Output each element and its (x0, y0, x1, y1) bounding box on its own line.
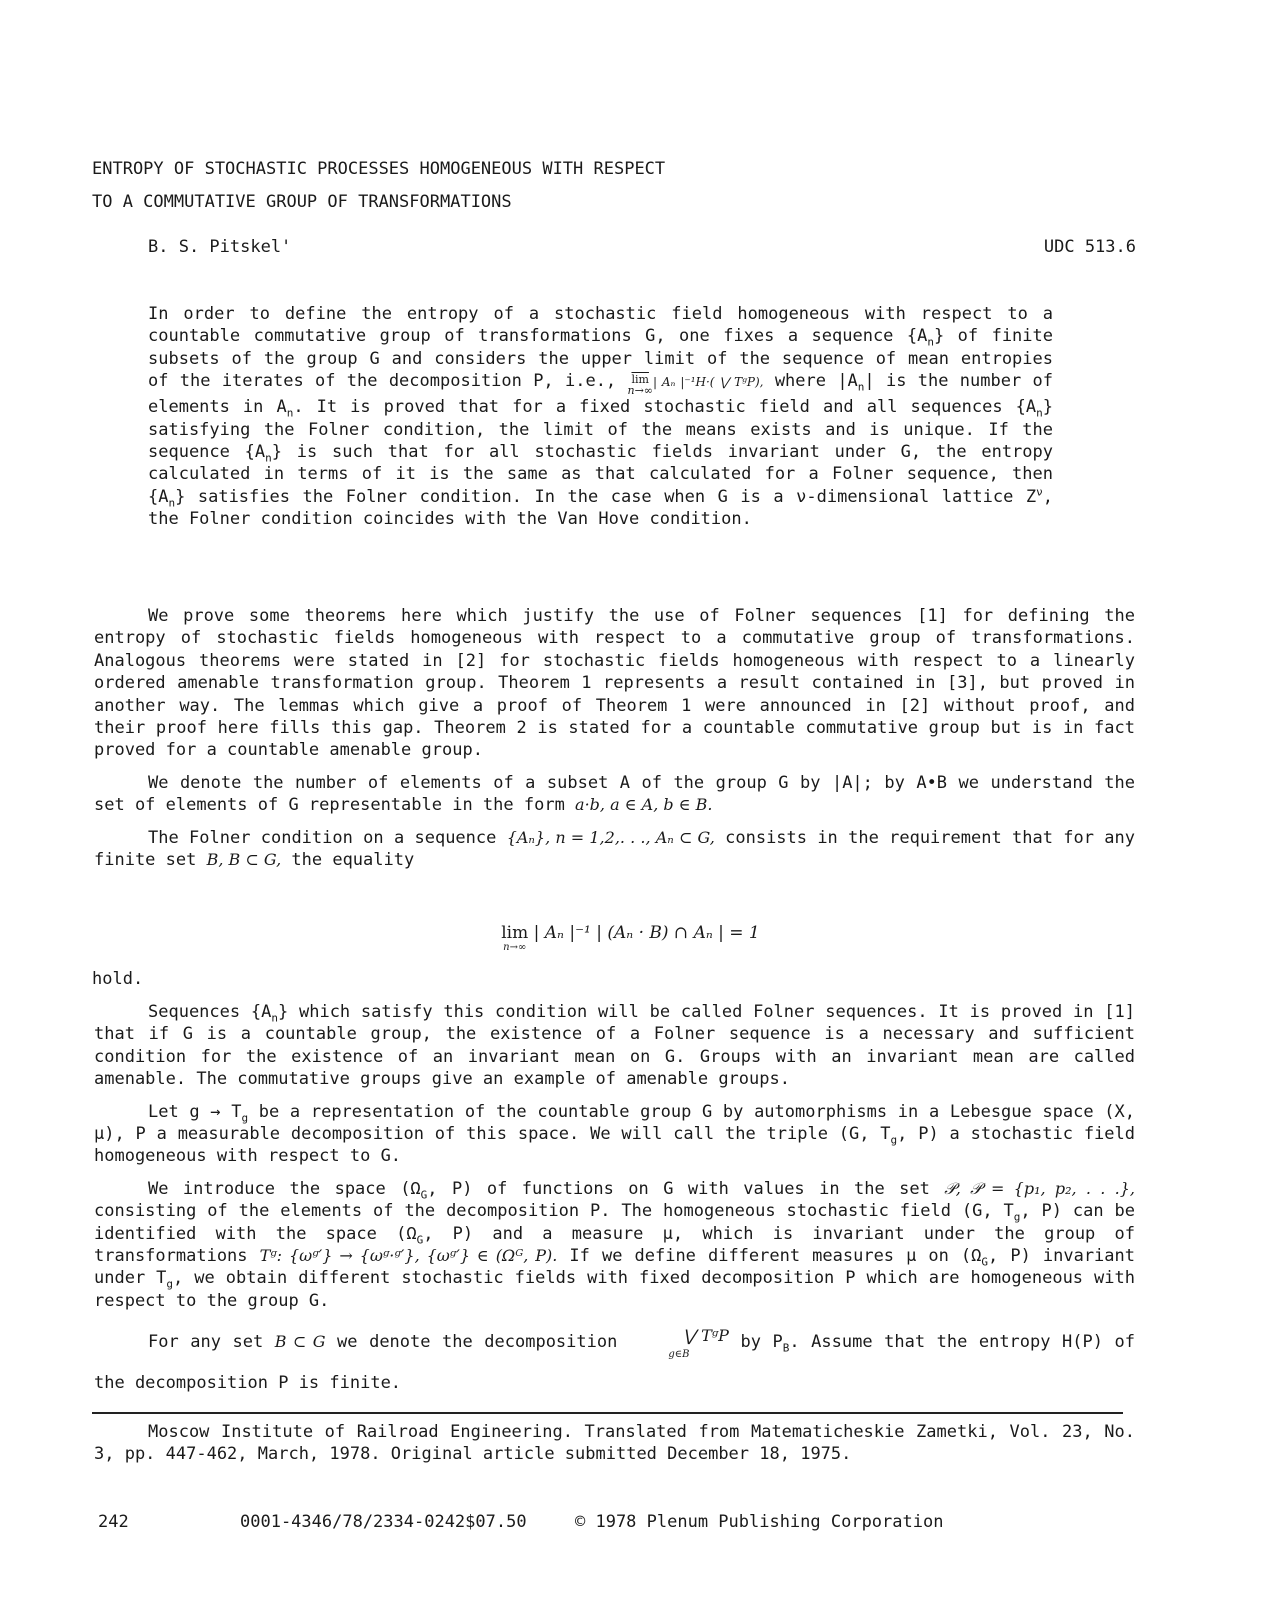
subscript: n (286, 406, 294, 420)
paragraph-text: , P) invariant under T (94, 1246, 1135, 1289)
paragraph-text: } which satisfy this condition will be called Folner sequences. It is proved in [1] that if G is a countable group, the existence of a Folner sequence is a necessary and sufficient condition for the existence of an invariant mean on G. Groups with an invariant mean are called amenable. The commutative groups give an example of amenable groups. (94, 1002, 1135, 1090)
abstract-text: | is the number of elements in A (148, 371, 1053, 418)
hold-text: hold. (92, 969, 144, 989)
superscript: ν (1036, 485, 1043, 499)
paragraph-6 (94, 1178, 1135, 1312)
inline-math: B, B ⊂ G, (206, 850, 282, 870)
copyright-notice: © 1978 Plenum Publishing Corporation (575, 1512, 944, 1532)
title-line-2: TO A COMMUTATIVE GROUP OF TRANSFORMATIONS (92, 192, 512, 212)
subscript: g (890, 1133, 898, 1147)
paragraph-text: consists in the requirement that for any finite set (94, 827, 1135, 871)
subscript: G (416, 1233, 424, 1247)
equation-expression: | Aₙ |⁻¹ | (Aₙ · B) ∩ Aₙ | = 1 (533, 923, 760, 943)
subscript: n (857, 380, 865, 394)
paragraph-1: We prove some theorems here which justify the use of Folner sequences [1] for defining the entropy of stochastic fields homogeneous with respect to a commutative group of transformations. Analogous theorems were stated in [2] for stochastic fields homogeneous with respect to a linearly ordered amenable transformation group. Theorem 1 represents a result contained in [3], but proved in another way. The lemmas which give a proof of Theorem 1 were announced in [2] without proof, and their proof here fills this gap. Theorem 2 is stated for a countable commutative group but is in fact proved for a countable amenable group. (94, 606, 1135, 761)
join-index: g∈B (668, 1349, 690, 1361)
paragraph-text: by P (728, 1332, 783, 1353)
paragraph-text: Let g → T (148, 1101, 242, 1122)
inline-math: {Aₙ}, n = 1,2,. . ., Aₙ ⊂ G, (506, 827, 715, 847)
subscript: G (420, 1188, 428, 1202)
paragraph-4 (94, 1001, 1135, 1091)
abstract-text: In order to define the entropy of a stochastic field homogeneous with respect to a countable commutative group of transformations G, one fixes a sequence {A (148, 304, 1053, 347)
paragraph-3 (94, 827, 1135, 872)
paragraph-text: If we define different measures μ on (Ω (557, 1246, 982, 1267)
paragraph-text: We denote the number of elements of a subset A of the group G by |A|; by A•B we understand the set of elements of G representable in the form (94, 772, 1135, 816)
inline-math: Tᵍ: {ωᵍ′} → {ωᵍ·ᵍ′}, {ωᵍ′} ∈ (Ωᴳ, P). (259, 1246, 558, 1266)
abstract-text: where |A (763, 371, 858, 392)
paragraph-text: The Folner condition on a sequence (148, 827, 507, 848)
abstract (148, 303, 1053, 531)
inline-math: B ⊂ G (274, 1332, 326, 1352)
paragraph-text: , P) of functions on G with values in the set (427, 1178, 945, 1199)
paragraph-text: the equality (281, 850, 415, 871)
folner-equation (0, 923, 1261, 953)
subscript: n (168, 496, 176, 510)
limit-label: lim (501, 923, 529, 943)
join-formula: ⋁ TᵍP (682, 1326, 729, 1346)
title-line-1: ENTROPY OF STOCHASTIC PROCESSES HOMOGENEOUS WITH RESPECT (92, 159, 666, 179)
body-section-2 (94, 1001, 1135, 1413)
subscript: g (1013, 1210, 1021, 1224)
paragraph-text: , we obtain different stochastic fields with fixed decomposition P which are homogeneous with respect to the group G. (94, 1268, 1135, 1311)
paragraph-text: Sequences {A (148, 1002, 272, 1022)
abstract-text: } of finite subsets of the group G and considers the upper limit of the sequence of mean entropies of the iterates of the decomposition P, i.e., (148, 326, 1053, 392)
inline-math: 𝒫, 𝒫 = {p₁, p₂, . . .}, (944, 1178, 1135, 1198)
subscript: n (1036, 406, 1043, 420)
paragraph-text: consisting of the elements of the decomposition P. The homogeneous stochastic field (G, T (94, 1201, 1014, 1222)
paragraph-5 (94, 1101, 1135, 1168)
footnote: Moscow Institute of Railroad Engineering. Translated from Matematicheskie Zametki, Vol. 23, No. 3, pp. 447-462, March, 1978. Original article submitted December 18, 1975. (94, 1422, 1135, 1465)
entropy-formula (653, 375, 764, 389)
paragraph-text: , P) and a measure μ, which is invariant under the group of transformations (94, 1223, 1135, 1267)
article-title (92, 158, 1192, 224)
paragraph-7 (94, 1322, 1135, 1403)
subscript: G (981, 1255, 989, 1269)
paragraph-text: . Assume that the entropy H(P) of the decomposition P is finite. (94, 1332, 1135, 1394)
paragraph-text: we denote the decomposition (325, 1332, 629, 1353)
join-decomposition (629, 1328, 729, 1363)
limit-operator (501, 923, 528, 953)
limsup-operator (627, 374, 652, 396)
subscript: B (782, 1341, 790, 1355)
subscript: n (271, 1011, 278, 1025)
paragraph-text: We introduce the space (Ω (148, 1178, 421, 1199)
limit-subscript: n→∞ (503, 942, 527, 953)
footnote-divider (92, 1412, 1123, 1414)
inline-math: a·b, a ∈ A, b ∈ B. (575, 795, 713, 815)
paragraph-text: , P) a stochastic field homogeneous with respect to G. (94, 1124, 1135, 1167)
subscript: g (241, 1111, 249, 1125)
paragraph-text: be a representation of the countable group G by automorphisms in a Lebesgue space (X, μ), P a measurable decomposition of this space. We will call the triple (G, T (94, 1101, 1135, 1145)
publication-code: 0001-4346/78/2334-0242$07.50 (240, 1512, 527, 1532)
author-name: B. S. Pitskel' (148, 237, 292, 257)
limsup-subscript: n→∞ (627, 384, 653, 398)
abstract-text: , the Folner condition coincides with the Van Hove condition. (148, 486, 1053, 530)
formula-text: | Aₙ |⁻¹H·( ⋁ TᵍP), (652, 375, 764, 390)
abstract-text: } satisfies the Folner condition. In the case when G is a ν-dimensional lattice Z (175, 486, 1037, 507)
abstract-text: } satisfying the Folner condition, the limit of the means exists and is unique. If the sequence {A (148, 397, 1053, 463)
abstract-text: } is such that for all stochastic fields invariant under G, the entropy calculated in terms of it is the same as that calculated for a Folner sequence, then {A (148, 442, 1053, 507)
abstract-text: . It is proved that for a fixed stochastic field and all sequences {A (293, 397, 1037, 418)
subscript: g (166, 1277, 174, 1291)
paragraph-text: For any set (148, 1332, 275, 1353)
udc-code: UDC 513.6 (1043, 237, 1136, 257)
limsup-label: $\overline{lim}$ (631, 373, 649, 387)
subscript: n (265, 451, 272, 465)
paragraph-2 (94, 772, 1135, 817)
subscript: n (927, 335, 934, 349)
body-section-1 (94, 605, 1135, 881)
paragraph-text: , P) can be identified with the space (Ω (94, 1201, 1135, 1244)
page-number: 242 (98, 1512, 129, 1532)
